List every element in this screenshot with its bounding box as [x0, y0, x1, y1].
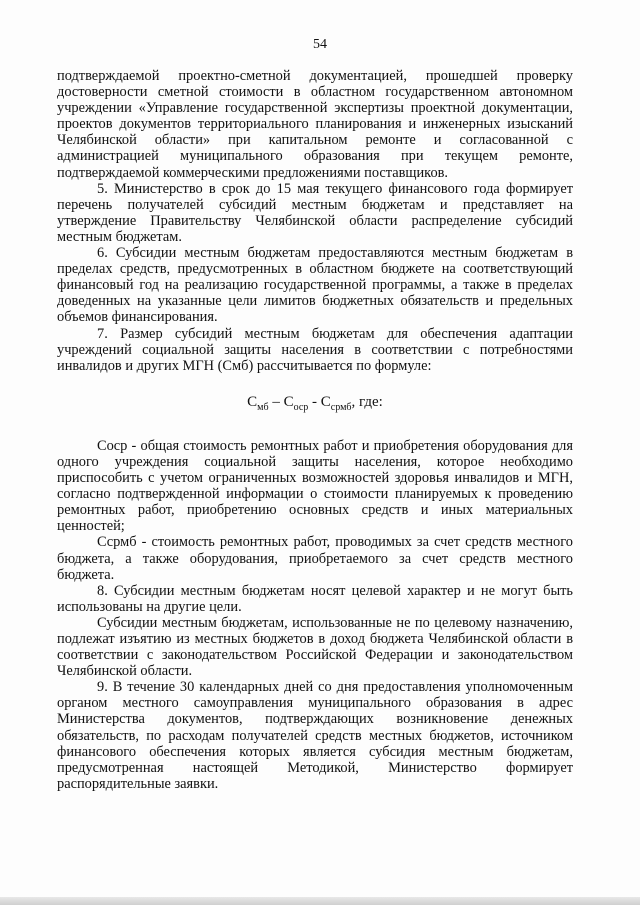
formula — [57, 394, 573, 416]
document-body — [57, 68, 573, 792]
paragraph-item-7: 7. Размер субсидий местным бюджетам для обеспечения адаптации учреждений социальной защиты населения в соответствии с потребностями инвалидов и других МГН (Смб) рассчитывается по формуле: — [57, 325, 573, 374]
formula-subscript-mb: мб — [257, 401, 269, 413]
definition-cosr: Сoср - общая стоимость ремонтных работ и приобретения оборудования для одного учреждения социальной защиты населения, которое необходимо приспособить с учетом ограниченных возможностей здоровья инвалидов и МГН, согласно подтвержденной информации о стоимости планируемых к проведению ремонтных работ, приобретению основных средств и иных материальных ценностей; — [57, 437, 573, 535]
formula-minus: - — [308, 393, 321, 410]
formula-tail: , где: — [351, 393, 383, 410]
formula-subscript-srmb: срмб — [330, 401, 352, 413]
paragraph-item-8: 8. Субсидии местным бюджетам носят целевой характер и не могут быть использованы на другие цели. — [57, 582, 573, 615]
formula-symbol-c-srmb: С — [320, 393, 331, 410]
paragraph-item-9: 9. В течение 30 календарных дней со дня предоставления уполномоченным органом местного самоуправления муниципального образования в адрес Министерства документов, подтверждающих возникновение денежных обязательств, по расходам получателей средств местных бюджетов, источником финансового обеспечения которых является субсидия местным бюджетам, предусмотренная настоящей Методикой, Министерство формирует распорядительные заявки. — [57, 679, 573, 792]
formula-symbol-c-osr: С — [283, 393, 294, 410]
definition-csrmb: Ссрмб - стоимость ремонтных работ, проводимых за счет средств местного бюджета, а также оборудования, приобретаемого за счет средств местного бюджета. — [57, 534, 573, 583]
paragraph-item-5: 5. Министерство в срок до 15 мая текущего финансового года формирует перечень получателей субсидий местным бюджетам и представляет на утверждение Правительству Челябинской области распределение субсидий местным бюджетам. — [57, 180, 573, 245]
formula-symbol-c-mb: С — [247, 393, 258, 410]
formula-subscript-osr: оср — [293, 401, 309, 413]
paragraph-misuse: Субсидии местным бюджетам, использованные не по целевому назначению, подлежат изъятию из местных бюджетов в доход бюджета Челябинской области в соответствии с законодательством Российской Федерации и законодательством Челябинской области. — [57, 614, 573, 680]
paragraph-item-6: 6. Субсидии местным бюджетам предоставляются местным бюджетам в пределах средств, предусмотренных в областном бюджете на соответствующий финансовый год на реализацию государственной программы, а также в пределах доведенных на указанные цели лимитов бюджетных обязательств и предельных объемов финансирования. — [57, 245, 573, 326]
formula-equals: – — [268, 393, 284, 410]
page-number: 54 — [313, 37, 327, 52]
scan-edge — [0, 897, 640, 905]
paragraph-continuation: подтверждаемой проектно-сметной документацией, прошедшей проверку достоверности сметной стоимости в областном государственном автономном учреждении «Управление государственной экспертизы проектной документации, проектов документов территориального планирования и инженерных изысканий Челябинской области» при капитальном ремонте и согласованной с администрацией муниципального образования при текущем ремонте, подтверждаемой коммерческими предложениями поставщиков. — [57, 68, 573, 181]
